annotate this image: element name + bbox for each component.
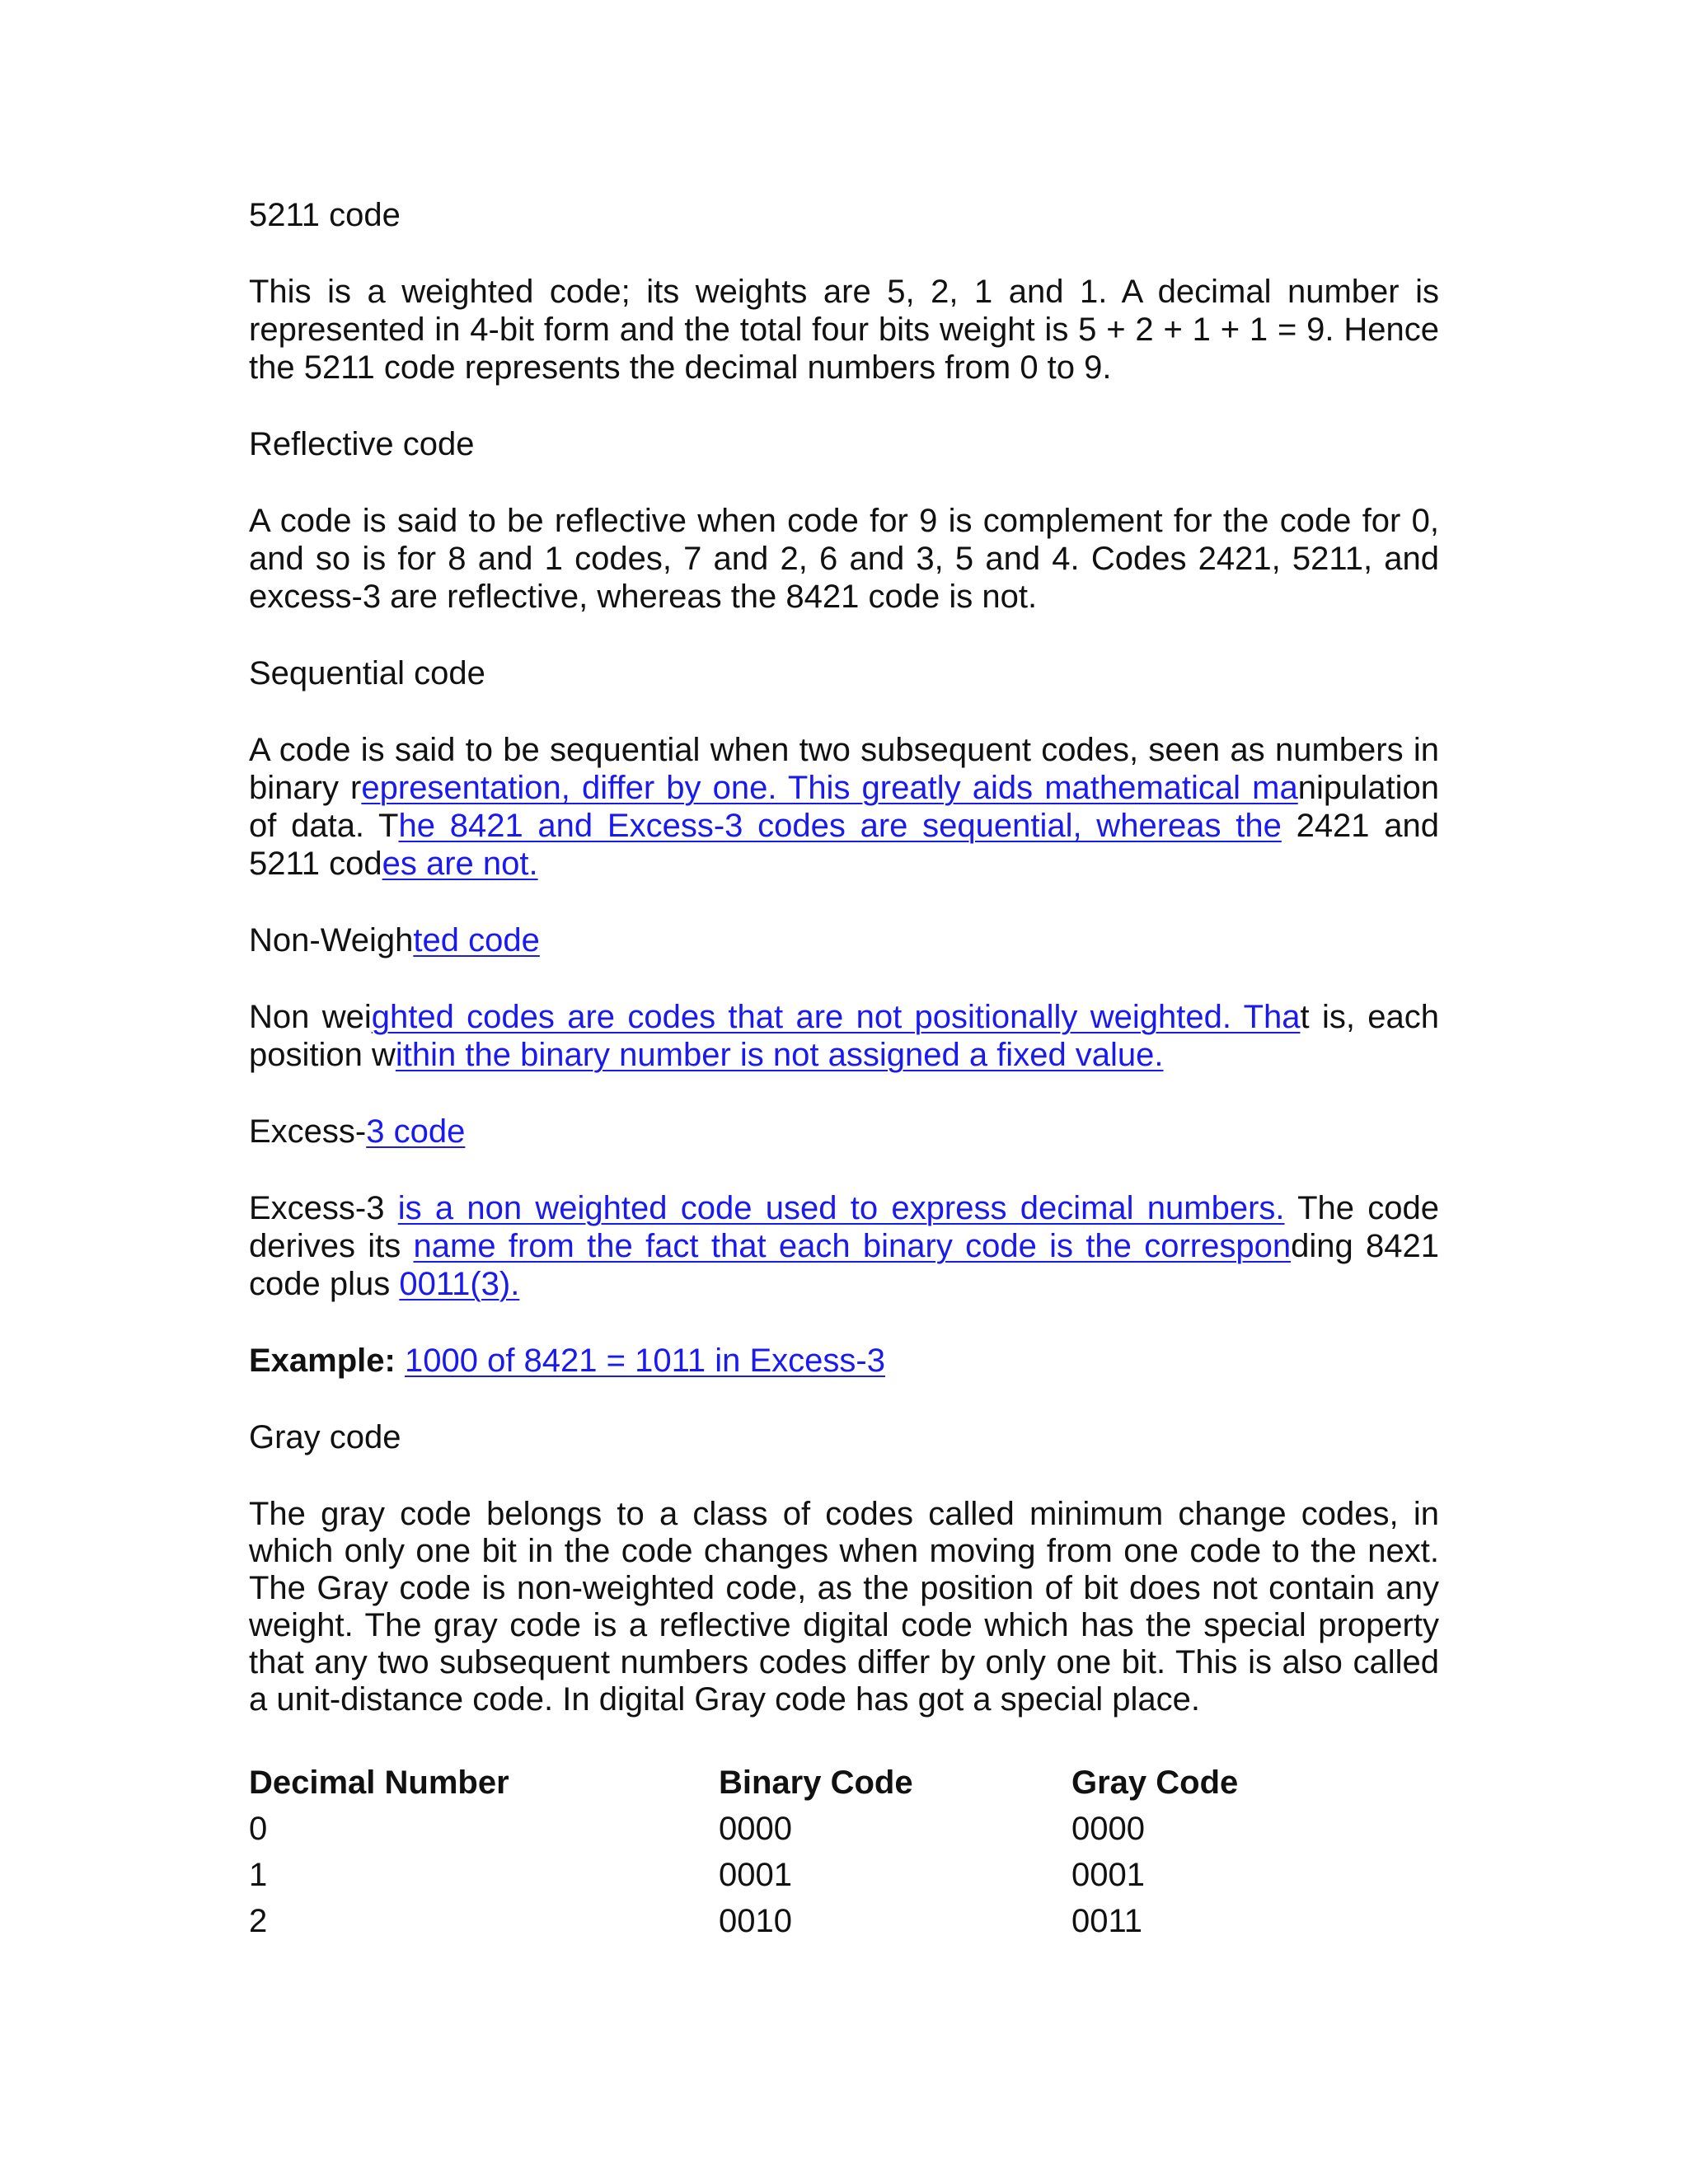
heading-5211-code: 5211 code [249,197,401,233]
paragraph-gray-line-1: The gray code belongs to a class of codes called minimum change codes, in [249,1496,1439,1532]
text-run: ding 8421 [1291,1228,1439,1264]
paragraph-5211-line-3: the 5211 code represents the decimal numbers from 0 to 9. [249,349,1112,386]
paragraph-excess-3-line-1 [249,1189,1439,1227]
text-run: nipulation [1297,770,1439,806]
table-cell: 0000 [719,1811,792,1847]
table-cell: 0011 [1071,1903,1143,1939]
heading-non-weighted-code [249,921,540,959]
text-run: 5211 cod [249,846,382,882]
text-run: code plus [249,1266,400,1302]
column-header-binary: Binary Code [719,1765,913,1801]
text-run: The code [1284,1190,1439,1226]
table-cell: 0010 [719,1903,792,1939]
text-run: binary r [249,770,362,806]
table-cell: 2 [249,1903,268,1939]
hyperlink[interactable]: ithin the binary number is not assigned a fixed value. [395,1037,1164,1073]
text-run: 2421 and [1281,808,1440,844]
paragraph-reflective-line-2: and so is for 8 and 1 codes, 7 and 2, 6 and 3, 5 and 4. Codes 2421, 5211, and [249,541,1439,577]
heading-gray-code: Gray code [249,1419,401,1455]
text-run: Non wei [249,999,372,1035]
heading-excess-3-code [249,1113,465,1151]
example-label: Example: [249,1343,396,1379]
heading-reflective-code: Reflective code [249,426,475,462]
text-run: derives its [249,1228,414,1264]
paragraph-gray-line-6: a unit-distance code. In digital Gray code has got a special place. [249,1681,1201,1718]
table-cell: 1 [249,1857,268,1893]
hyperlink[interactable]: ghted codes are codes that are not positionally weighted. Tha [371,999,1301,1035]
text-run: Excess- [249,1113,367,1150]
table-cell: 0 [249,1811,268,1847]
hyperlink[interactable]: is a non weighted code used to express decimal numbers. [397,1190,1285,1226]
hyperlink[interactable]: 3 code [366,1113,466,1150]
paragraph-excess-3-line-2 [249,1227,1439,1265]
paragraph-reflective-line-1: A code is said to be reflective when code for 9 is complement for the code for 0, [249,503,1439,539]
paragraph-gray-line-2: which only one bit in the code changes when moving from one code to the next. [249,1533,1439,1569]
paragraph-gray-line-3: The Gray code is non-weighted code, as the position of bit does not contain any [249,1570,1439,1606]
hyperlink[interactable]: 1000 of 8421 = 1011 in Excess-3 [404,1343,885,1379]
hyperlink[interactable]: name from the fact that each binary code is the correspon [413,1228,1292,1264]
heading-sequential-code: Sequential code [249,655,485,691]
table-cell: 0000 [1071,1811,1145,1847]
paragraph-gray-line-4: weight. The gray code is a reflective digital code which has the special property [249,1607,1439,1643]
hyperlink[interactable]: 0011(3). [399,1266,520,1302]
hyperlink[interactable]: ted code [413,922,540,958]
paragraph-sequential-line-2 [249,769,1439,807]
example-line [249,1342,885,1380]
text-run: position w [249,1037,396,1073]
paragraph-sequential-line-4 [249,845,538,883]
column-header-gray: Gray Code [1071,1765,1239,1801]
paragraph-reflective-line-3: excess-3 are reflective, whereas the 8421 code is not. [249,579,1038,615]
hyperlink[interactable]: epresentation, differ by one. This greatly aids mathematical ma [361,770,1298,806]
hyperlink[interactable]: es are not. [382,846,538,882]
paragraph-non-weighted-line-2 [249,1036,1164,1074]
table-cell: 0001 [719,1857,792,1893]
paragraph-sequential-line-1: A code is said to be sequential when two subsequent codes, seen as numbers in [249,732,1439,768]
paragraph-gray-line-5: that any two subsequent numbers codes differ by only one bit. This is also called [249,1644,1439,1680]
paragraph-5211-line-2: represented in 4-bit form and the total four bits weight is 5 + 2 + 1 + 1 = 9. Hence [249,312,1439,348]
paragraph-excess-3-line-3 [249,1265,519,1303]
text-run: t is, each [1300,999,1439,1035]
text-run: of data. T [249,808,399,844]
paragraph-non-weighted-line-1 [249,998,1439,1036]
hyperlink[interactable]: he 8421 and Excess-3 codes are sequential, whereas the [398,808,1282,844]
column-header-decimal: Decimal Number [249,1765,509,1801]
paragraph-5211-line-1: This is a weighted code; its weights are 5, 2, 1 and 1. A decimal number is [249,274,1439,310]
text-run: Non-Weigh [249,922,414,958]
table-cell: 0001 [1071,1857,1145,1893]
text-run: Excess-3 [249,1190,398,1226]
paragraph-sequential-line-3 [249,807,1439,845]
document-page [249,0,1439,2184]
